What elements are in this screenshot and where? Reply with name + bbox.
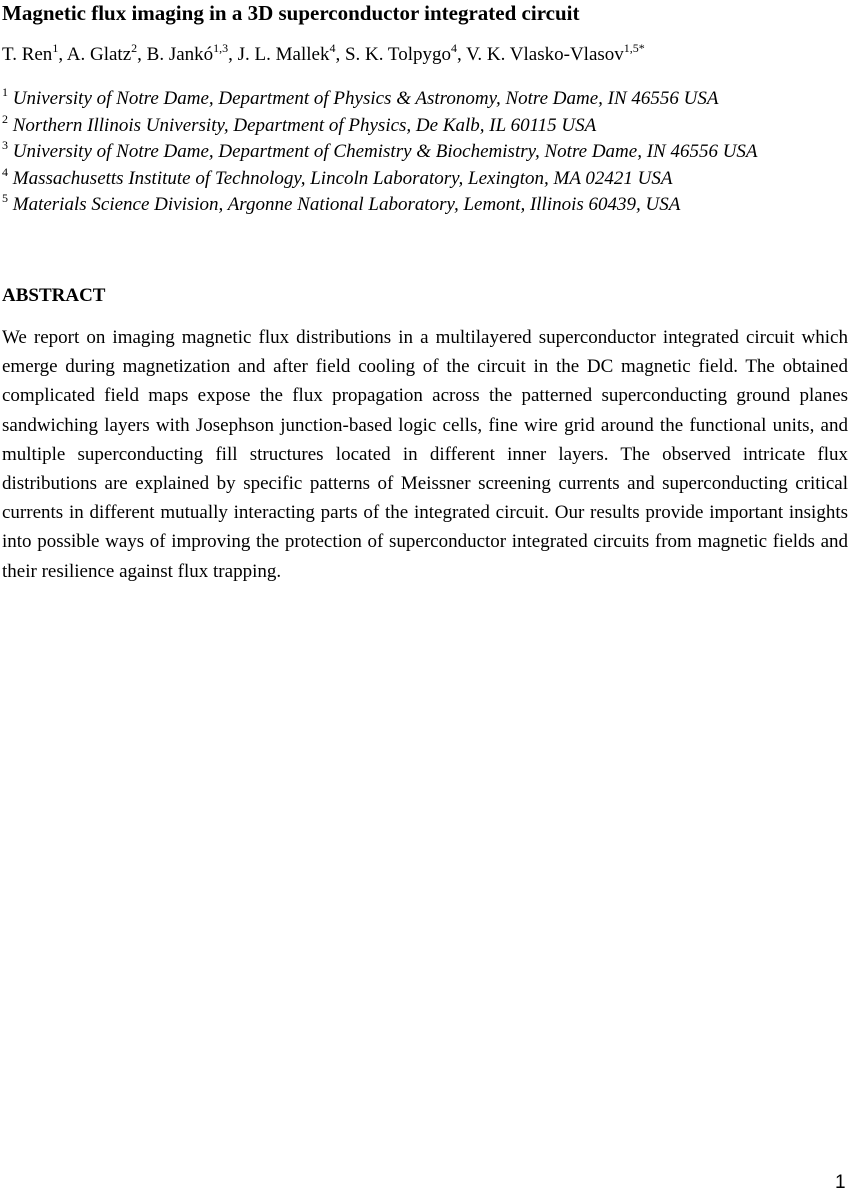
author-name: J. L. Mallek [237, 44, 330, 65]
affiliation-text: University of Notre Dame, Department of Chemistry & Biochemistry, Notre Dame, IN 46556 USA [12, 141, 758, 162]
affiliation-text: University of Notre Dame, Department of Physics & Astronomy, Notre Dame, IN 46556 USA [12, 88, 719, 109]
author-affiliation-marker: 1,3 [213, 41, 229, 55]
affiliation-item [2, 166, 758, 193]
affiliation-text: Massachusetts Institute of Technology, Lincoln Laboratory, Lexington, MA 02421 USA [12, 167, 673, 189]
affiliation-item [2, 192, 758, 219]
affiliation-item [2, 86, 758, 113]
author-affiliation-marker: 4 [450, 41, 457, 55]
author-separator: , [137, 44, 147, 65]
author [66, 41, 147, 65]
author-name: T. Ren [2, 44, 53, 65]
author-separator: , [456, 44, 467, 65]
affiliation-item [2, 113, 758, 140]
author [344, 41, 467, 65]
affiliation-item [2, 139, 758, 166]
abstract-text: We report on imaging magnetic flux distributions in a multilayered superconductor integrated circuit which emerge during magnetization and after field cooling of the circuit in the DC magnetic field. The obtained complicated field maps expose the flux propagation across the patterned superconducting ground planes sandwiching layers with Josephson junction-based logic cells, fine wire grid around the functional units, and multiple superconducting fill structures located in different inner layers. The observed intricate flux distributions are explained by specific patterns of Meissner screening currents and superconducting critical currents in different mutually interacting parts of the integrated circuit. Our results provide important insights into possible ways of improving the protection of superconductor integrated circuits from magnetic fields and their resilience against flux trapping. [2, 327, 848, 582]
affiliation-list [2, 86, 758, 219]
affiliation-number: 2 [2, 111, 8, 126]
author-list [2, 42, 645, 68]
page-number: 1 [835, 1172, 846, 1193]
author-name: S. K. Tolpygo [344, 44, 451, 65]
author [146, 41, 238, 65]
author-name: A. Glatz [66, 44, 132, 65]
author-name: B. Jankó [146, 44, 214, 65]
affiliation-number: 4 [2, 164, 8, 179]
author [466, 41, 645, 65]
author-affiliation-marker: 1,5* [623, 41, 645, 55]
author-affiliation-marker: 1 [52, 41, 59, 55]
affiliation-text: Materials Science Division, Argonne National Laboratory, Lemont, Illinois 60439, USA [12, 194, 681, 215]
affiliation-number: 3 [2, 138, 8, 152]
paper-title: Magnetic flux imaging in a 3D superconductor integrated circuit [2, 1, 580, 25]
affiliation-number: 5 [2, 191, 8, 205]
author-affiliation-marker: 2 [131, 41, 138, 55]
author [237, 41, 345, 65]
author [2, 41, 67, 65]
author-separator: , [335, 44, 345, 65]
author-separator: , [58, 44, 67, 65]
author-affiliation-marker: 4 [329, 41, 336, 55]
abstract-heading: ABSTRACT [2, 285, 106, 306]
author-separator: , [228, 44, 238, 65]
author-name: V. K. Vlasko-Vlasov [466, 44, 624, 65]
affiliation-text: Northern Illinois University, Department of Physics, De Kalb, IL 60115 USA [12, 114, 597, 136]
affiliation-number: 1 [2, 85, 8, 99]
